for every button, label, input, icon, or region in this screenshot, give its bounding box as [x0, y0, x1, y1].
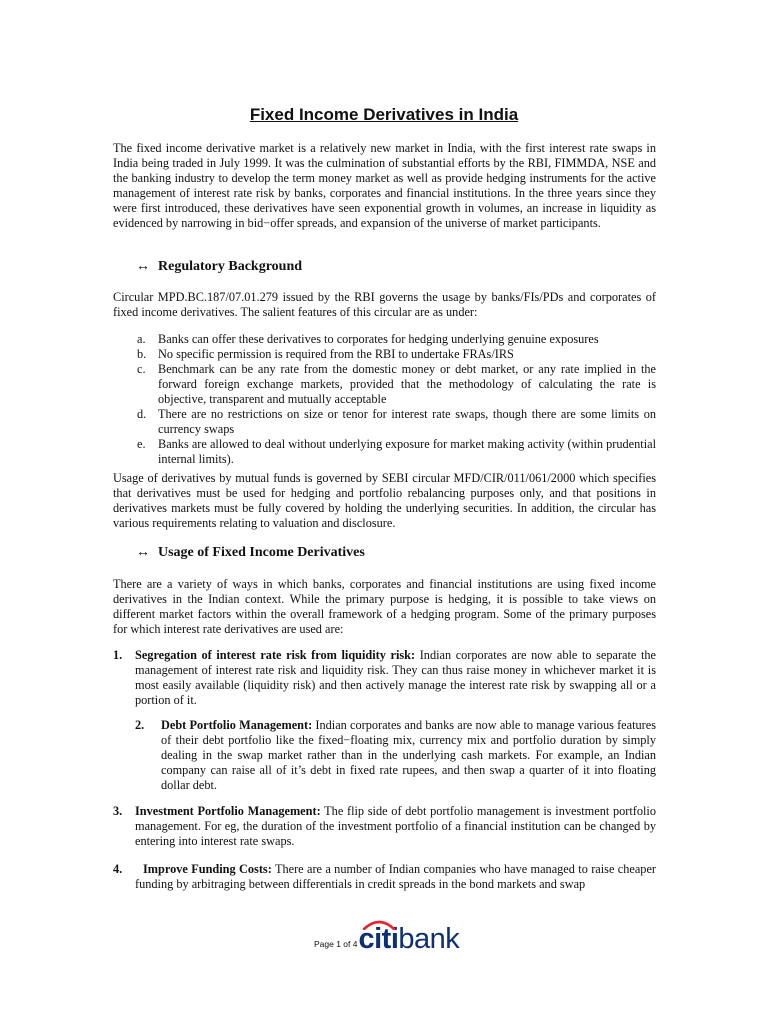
- item-text: Indian corporates and banks are now able to manage various features of their debt portfolio like the fixed−floating mix, currency mix and portfolio duration by simply dealing in the swap market rather than in the underlying cash markets. For example, an Indian company can raise all of it’s debt in fixed rate rupees, and then swap a quarter of it into floating dollar debt.: [161, 718, 656, 792]
- item-title: Debt Portfolio Management:: [161, 718, 313, 732]
- item-text: Indian corporates are now able to separate the management of interest rate risk and liquidity risk. They can thus raise money in whichever market it is most easily available (liquidity risk) and then actively manage the interest rate risk by swapping all or a portion of it.: [135, 648, 656, 707]
- item-title: Segregation of interest rate risk from liquidity risk:: [135, 648, 416, 662]
- item-number: 1.: [113, 648, 123, 662]
- numbered-item: [135, 718, 656, 793]
- list-marker: e.: [137, 437, 146, 451]
- list-marker: b.: [137, 347, 147, 361]
- item-number: 3.: [113, 804, 123, 818]
- page-number: Page 1 of 4: [314, 939, 358, 949]
- list-item-text: Banks can offer these derivatives to corporates for hedging underlying genuine exposures: [158, 332, 599, 346]
- regulatory-paragraph: Circular MPD.BC.187/07.01.279 issued by the RBI governs the usage by banks/FIs/PDs and corporates of fixed income derivatives. The salient features of this circular are as under:: [113, 290, 656, 319]
- numbered-item: [113, 648, 656, 708]
- item-text: There are a number of Indian companies who have managed to raise cheaper funding by arbitraging between differentials in credit spreads in the bond markets and swap: [135, 862, 657, 891]
- sebi-paragraph: Usage of derivatives by mutual funds is governed by SEBI circular MFD/CIR/011/061/2000 which specifies that derivatives must be used for hedging and portfolio rebalancing purposes only, and that positions in derivatives markets must be fully covered by holding the underlying securities. In addition, the circular has various requirements relating to valuation and disclosure.: [113, 471, 656, 530]
- list-item: [113, 332, 656, 347]
- usage-paragraph: There are a variety of ways in which banks, corporates and financial institutions are using fixed income derivatives in the Indian context. While the primary purpose is hedging, it is possible to take views on different market factors within the overall framework of a hedging program. Some of the primary purposes for which interest rate derivatives are used are:: [113, 577, 656, 636]
- list-item: [113, 407, 656, 437]
- section-heading-usage: [136, 545, 365, 561]
- citibank-logo: [358, 925, 459, 953]
- item-title: Improve Funding Costs:: [143, 862, 272, 876]
- list-item-text: No specific permission is required from the RBI to undertake FRAs/IRS: [158, 347, 514, 361]
- list-item-text: There are no restrictions on size or tenor for interest rate swaps, though there are some limits on currency swaps: [158, 407, 656, 436]
- list-marker: a.: [137, 332, 146, 346]
- list-item-text: Banks are allowed to deal without underlying exposure for market making activity (within prudential internal limits).: [158, 437, 656, 466]
- intro-paragraph: The fixed income derivative market is a relatively new market in India, with the first interest rate swaps in India being traded in July 1999. It was the culmination of substantial efforts by the RBI, FIMMDA, NSE and the banking industry to develop the term money market as well as provide hedging instruments for the active management of interest rate risk by banks, corporates and financial institutions. In the three years since they were first introduced, these derivatives have seen exponential growth in volumes, an increase in liquidity as evidenced by narrowing in bid−offer spreads, and expansion of the universe of market participants.: [113, 141, 656, 230]
- list-item: [113, 347, 656, 362]
- page-title: Fixed Income Derivatives in India: [249, 105, 519, 124]
- logo-arc-icon: [362, 918, 396, 930]
- left-right-arrow-icon: ↔: [136, 259, 150, 274]
- item-number: 2.: [135, 718, 145, 732]
- item-number: 4.: [113, 862, 123, 876]
- section-heading-regulatory: [136, 259, 302, 275]
- list-item: [113, 437, 656, 467]
- item-title: Investment Portfolio Management:: [135, 804, 321, 818]
- list-item-text: Benchmark can be any rate from the domestic money or debt market, or any rate implied in the forward foreign exchange markets, provided that the methodology of calculating the rate is objective, transparent and mutually acceptable: [158, 362, 656, 406]
- list-item: [113, 362, 656, 407]
- logo-text-bank: bank: [398, 923, 460, 955]
- left-right-arrow-icon: ↔: [136, 545, 150, 560]
- logo-text-citi: citi: [358, 923, 399, 955]
- section-heading-text: Usage of Fixed Income Derivatives: [158, 545, 365, 560]
- numbered-item: [113, 862, 657, 892]
- section-heading-text: Regulatory Background: [158, 259, 303, 274]
- list-marker: d.: [137, 407, 147, 421]
- item-text: The flip side of debt portfolio management is investment portfolio management. For eg, the duration of the investment portfolio of a financial institution can be changed by entering into interest rate swaps.: [135, 804, 656, 848]
- regulatory-feature-list: [113, 332, 656, 467]
- list-marker: c.: [137, 362, 146, 376]
- page-footer: [314, 925, 459, 953]
- numbered-item: [113, 804, 656, 849]
